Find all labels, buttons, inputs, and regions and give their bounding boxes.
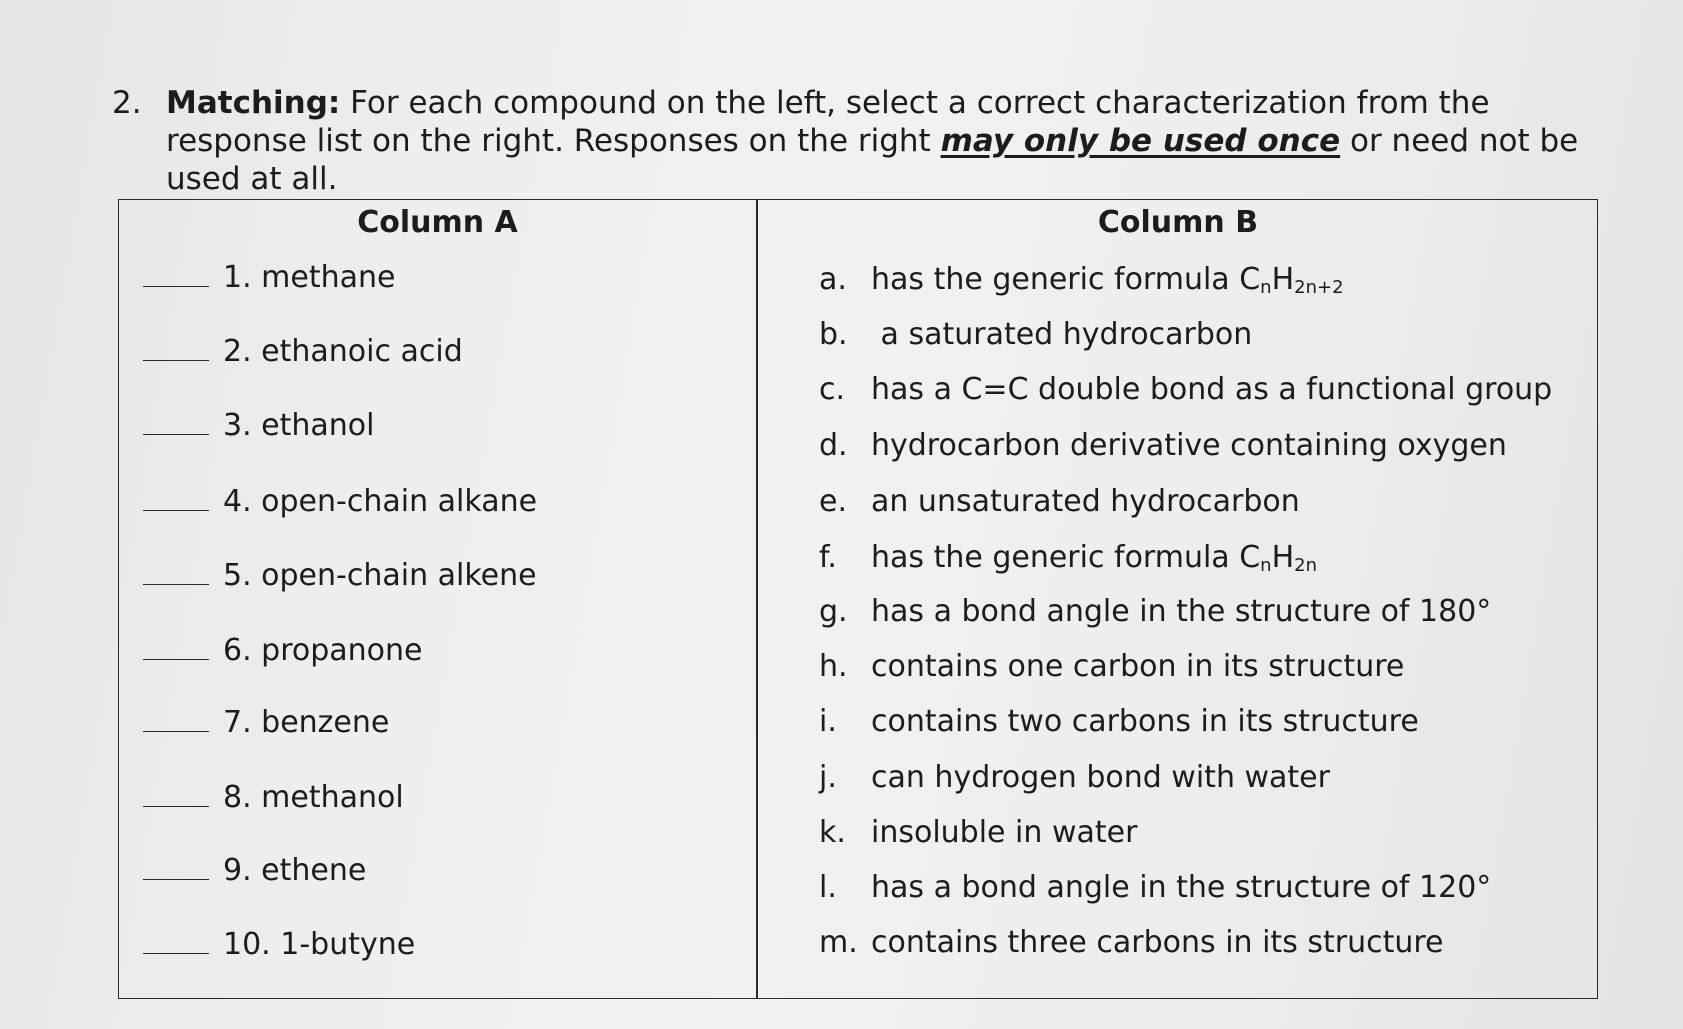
column-b-header: Column B [1097, 205, 1259, 240]
compound-label: 2. ethanoic acid [223, 334, 463, 369]
response-letter: m. [819, 925, 858, 960]
formula-element: H [1271, 540, 1295, 575]
column-a-item [143, 851, 366, 891]
column-a-header: Column A [357, 205, 518, 240]
response-letter: b. [819, 317, 848, 352]
column-b-item [819, 923, 1444, 963]
response-text: a saturated hydrocarbon [871, 317, 1253, 352]
column-b-item [819, 702, 1419, 742]
formula-subscript: 2n+2 [1294, 277, 1344, 298]
response-letter: i. [819, 704, 837, 739]
response-text: has a bond angle in the structure of 180° [871, 594, 1492, 629]
response-letter: h. [819, 649, 848, 684]
response-text: has the generic formula C [871, 262, 1261, 297]
response-letter: g. [819, 594, 848, 629]
column-a-item [143, 406, 374, 446]
compound-label: 7. benzene [223, 705, 390, 740]
question-instructions-end: or need not be used at all. [166, 123, 1579, 197]
column-b-item [819, 370, 1552, 410]
compound-label: 1. methane [223, 260, 396, 295]
answer-blank[interactable] [143, 780, 209, 807]
response-text: contains three carbons in its structure [871, 925, 1444, 960]
response-letter: e. [819, 484, 847, 519]
compound-label: 10. 1-butyne [223, 927, 416, 962]
column-b-item [819, 813, 1137, 853]
column-b-item [819, 260, 1344, 300]
column-a-item [143, 631, 423, 671]
response-letter: f. [819, 540, 837, 575]
response-text: can hydrogen bond with water [871, 760, 1330, 795]
response-text: contains two carbons in its structure [871, 704, 1419, 739]
compound-label: 4. open-chain alkane [223, 484, 538, 519]
question-text [166, 84, 1596, 198]
column-a-item [143, 482, 537, 522]
column-b-item [819, 758, 1330, 798]
matching-table [118, 199, 1598, 999]
column-b-item [819, 426, 1507, 466]
answer-blank[interactable] [143, 927, 209, 954]
column-b-item [819, 647, 1404, 687]
formula-subscript: n [1260, 277, 1272, 298]
column-a-item [143, 258, 395, 298]
compound-label: 5. open-chain alkene [223, 558, 537, 593]
question-instructions: For each compound on the left, select a correct characterization from the response list on the right. Responses on the right [166, 85, 1490, 159]
response-text: insoluble in water [871, 815, 1138, 850]
compound-label: 8. methanol [223, 780, 404, 815]
column-a-item [143, 778, 404, 818]
response-text: contains one carbon in its structure [871, 649, 1405, 684]
column-b-item [819, 315, 1252, 355]
column-a-item [143, 556, 537, 596]
response-text: hydrocarbon derivative containing oxygen [871, 428, 1507, 463]
formula-subscript: 2n [1294, 555, 1318, 576]
column-b-item [819, 482, 1300, 522]
column-a-item [143, 925, 415, 965]
response-letter: d. [819, 428, 848, 463]
answer-blank[interactable] [143, 484, 209, 511]
column-divider [756, 200, 758, 998]
response-text: has a bond angle in the structure of 120° [871, 870, 1492, 905]
answer-blank[interactable] [143, 558, 209, 585]
column-b-item [819, 538, 1317, 578]
formula-subscript: n [1260, 555, 1272, 576]
formula-element: H [1271, 262, 1295, 297]
column-b-item [819, 868, 1491, 908]
answer-blank[interactable] [143, 633, 209, 660]
response-letter: c. [819, 372, 846, 407]
response-text: has the generic formula C [871, 540, 1261, 575]
compound-label: 9. ethene [223, 853, 367, 888]
compound-label: 3. ethanol [223, 408, 375, 443]
answer-blank[interactable] [143, 334, 209, 361]
question-title: Matching: [166, 85, 341, 121]
response-letter: l. [819, 870, 837, 905]
response-letter: k. [819, 815, 846, 850]
column-b-item [819, 592, 1491, 632]
response-text: an unsaturated hydrocarbon [871, 484, 1300, 519]
response-text: has a C=C double bond as a functional group [871, 372, 1553, 407]
answer-blank[interactable] [143, 705, 209, 732]
response-letter: j. [819, 760, 837, 795]
compound-label: 6. propanone [223, 633, 423, 668]
question-emphasis: may only be used once [940, 123, 1341, 159]
column-a-item [143, 703, 389, 743]
answer-blank[interactable] [143, 260, 209, 287]
answer-blank[interactable] [143, 853, 209, 880]
question-number: 2. [112, 85, 142, 121]
answer-blank[interactable] [143, 408, 209, 435]
response-letter: a. [819, 262, 847, 297]
column-a-item [143, 332, 463, 372]
